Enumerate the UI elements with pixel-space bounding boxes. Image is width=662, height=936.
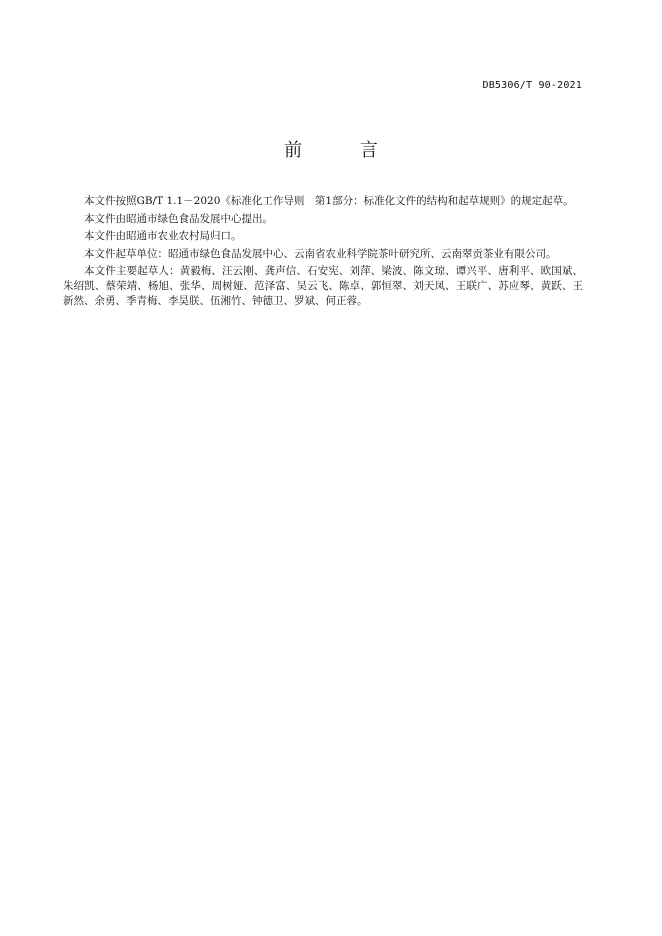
paragraph-drafting-units: 本文件起草单位：昭通市绿色食品发展中心、云南省农业科学院茶叶研究所、云南翠贡茶业有限公司。 (84, 247, 557, 260)
paragraph-proposer: 本文件由昭通市绿色食品发展中心提出。 (84, 212, 273, 225)
paragraph-drafting-basis: 本文件按照GB/T 1.1－2020《标准化工作导则 第1部分：标准化文件的结构和起草规则》的规定起草。 (84, 195, 574, 207)
document-code: DB5306/T 90-2021 (482, 80, 582, 91)
paragraph-drafters: 本文件主要起草人：黄毅梅、汪云刚、龚声信、石安宪、刘萍、梁波、陈文琼、谭兴平、唐利平、欧国斌、朱绍凯、蔡荣靖、杨旭、张华、周树娅、范泽富、吴云飞、陈卓、郭恒翠、刘天凤、王联广、苏应琴、黄跃、王新然、余勇、季青梅、李昊朕、伍湘竹、钟德卫、罗斌、何正蓉。 (63, 265, 583, 307)
paragraph-administrator: 本文件由昭通市农业农村局归口。 (84, 230, 242, 242)
page-title: 前 言 (284, 140, 404, 161)
foreword-body (63, 194, 583, 312)
